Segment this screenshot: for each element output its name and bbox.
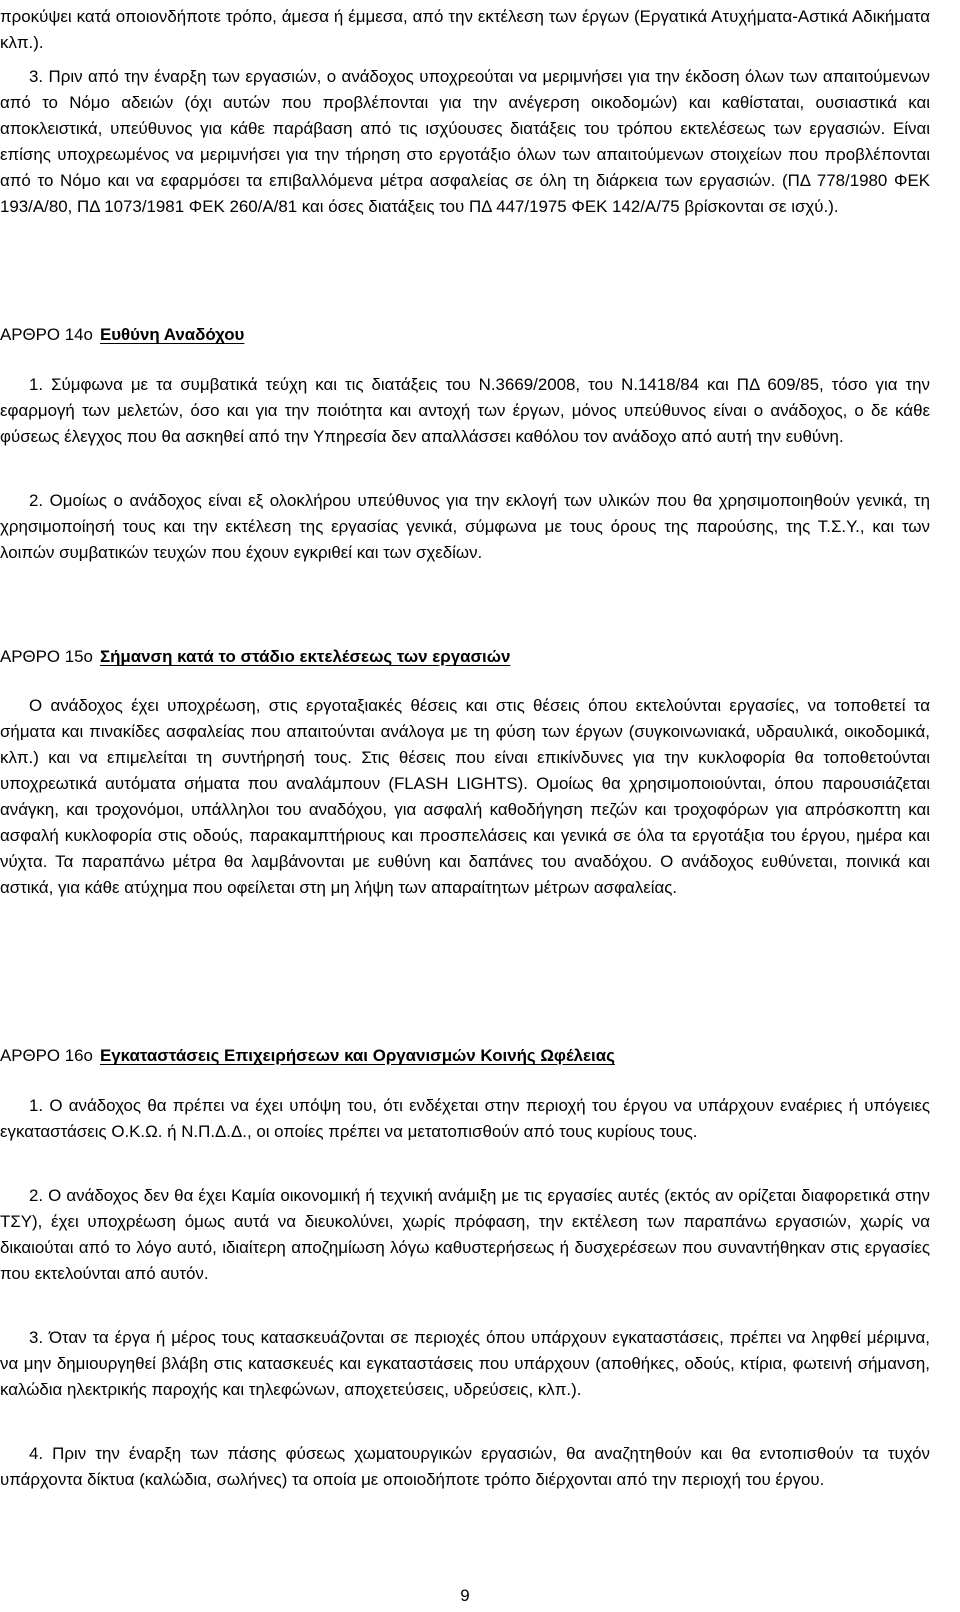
article-16-title: Εγκαταστάσεις Επιχειρήσεων και Οργανισμών Κοινής Ωφέλειας xyxy=(99,1046,615,1065)
article-16-paragraph-1: 1. Ο ανάδοχος θα πρέπει να έχει υπόψη του, ότι ενδέχεται στην περιοχή του έργου να υπάρχουν εναέριες ή υπόγειες εγκαταστάσεις Ο.Κ.Ω. ή Ν.Π.Δ.Δ., οι οποίες πρέπει να μετατοπισθούν από τους κυρίους τους. xyxy=(0,1096,930,1141)
article-15-label: ΑΡΘΡΟ 15ο xyxy=(0,647,93,666)
paragraph-3: 3. Πριν από την έναρξη των εργασιών, ο ανάδοχος υποχρεούται να μεριμνήσει για την έκδοση όλων των απαιτούμενων από το Νόμο αδειών (όχι αυτών που προβλέπονται για την ανέγερση οικοδομών) και καθίσταται, ουσιαστικά και αποκλειστικά, υπεύθυνος για κάθε παράβαση από τις ισχύουσες διατάξεις του τρόπου εκτελέσεως των εργασιών. Είναι επίσης υποχρεωμένος να μεριμνήσει για την τήρηση στο εργοτάξιο όλων των απαιτούμενων στοιχείων που προβλέπονται από το Νόμο και να εφαρμόσει τα επιβαλλόμενα μέτρα ασφαλείας σε όλη τη διάρκεια των εργασιών. (ΠΔ 778/1980 ΦΕΚ 193/Α/80, ΠΔ 1073/1981 ΦΕΚ 260/Α/81 και όσες διατάξεις του ΠΔ 447/1975 ΦΕΚ 142/Α/75 βρίσκονται σε ισχύ.). xyxy=(0,67,930,216)
article-14-paragraph-2: 2. Ομοίως ο ανάδοχος είναι εξ ολοκλήρου υπεύθυνος για την εκλογή των υλικών που θα χρησιμοποιηθούν γενικά, τη χρησιμοποίησή τους και την εκτέλεση της εργασίας γενικά, σύμφωνα με τους όρους της παρούσης, της Τ.Σ.Υ., και των λοιπών συμβατικών τευχών που έχουν εγκριθεί και των σχεδίων. xyxy=(0,491,930,562)
article-14-paragraph-1: 1. Σύμφωνα με τα συμβατικά τεύχη και τις διατάξεις του Ν.3669/2008, του Ν.1418/84 και ΠΔ 609/85, τόσο για την εφαρμογή των μελετών, όσο και για την ποιότητα και αντοχή των έργων, μόνος υπεύθυνος είναι ο ανάδοχος, ο δε κάθε φύσεως έλεγχος που θα ασκηθεί από την Υπηρεσία δεν απαλλάσσει καθόλου τον ανάδοχο από αυτή την ευθύνη. xyxy=(0,375,930,446)
article-16-paragraph-3: 3. Όταν τα έργα ή μέρος τους κατασκευάζονται σε περιοχές όπου υπάρχουν εγκαταστάσεις, πρέπει να ληφθεί μέριμνα, να μην δημιουργηθεί βλάβη στις κατασκευές και εγκαταστάσεις που υπάρχουν (αποθήκες, οδούς, κτίρια, φωτεινή σήμανση, καλώδια ηλεκτρικής παροχής και τηλεφώνων, αποχετεύσεις, υδρεύσεις, κλπ.). xyxy=(0,1328,930,1399)
article-16-paragraph-4: 4. Πριν την έναρξη των πάσης φύσεως χωματουργικών εργασιών, θα αναζητηθούν και θα εντοπισθούν τα τυχόν υπάρχοντα δίκτυα (καλώδια, σωλήνες) τα οποία με οποιοδήποτε τρόπο διέρχονται από την περιοχή του έργου. xyxy=(0,1444,930,1489)
article-14-label: ΑΡΘΡΟ 14ο xyxy=(0,325,93,344)
article-15-title: Σήμανση κατά το στάδιο εκτελέσεως των εργασιών xyxy=(99,647,511,666)
article-16-paragraph-2: 2. Ο ανάδοχος δεν θα έχει Καμία οικονομική ή τεχνική ανάμιξη με τις εργασίες αυτές (εκτός αν ορίζεται διαφορετικά στην ΤΣΥ), έχει υποχρέωση όμως αυτά να διευκολύνει, χωρίς πρόφαση, την εκτέλεση των παραπάνω εργασιών, χωρίς να δικαιούται από το λόγο αυτό, ιδιαίτερη αποζημίωση λόγω καθυστερήσεως ή δυσχερέσεων που συναντήθηκαν στις εργασίες που εκτελούνται από αυτόν. xyxy=(0,1186,930,1283)
page-number: 9 xyxy=(460,1586,470,1605)
paragraph-continuation: προκύψει κατά οποιονδήποτε τρόπο, άμεσα ή έμμεσα, από την εκτέλεση των έργων (Εργατικά Ατυχήματα-Αστικά Αδικήματα κλπ.). xyxy=(0,7,930,52)
article-15-paragraph-1: Ο ανάδοχος έχει υποχρέωση, στις εργοταξιακές θέσεις και στις θέσεις όπου εκτελούνται εργασίες, να τοποθετεί τα σήματα και πινακίδες ασφαλείας που απαιτούνται ανάλογα με τη φύση των έργων (συγκοινωνιακά, υδραυλικά, οικοδομικά, κλπ.) και να επιμελείται τη συντήρησή τους. Στις θέσεις που είναι επικίνδυνες για την κυκλοφορία θα τοποθετούνται υποχρεωτικά αυτόματα σήματα που αναλάμπουν (FLASH LIGHTS). Ομοίως θα χρησιμοποιούνται, όπου παρουσιάζεται ανάγκη, και τροχονόμοι, υπάλληλοι του αναδόχου, για ασφαλή καθοδήγηση πεζών και τροχοφόρων για απρόσκοπτη και ασφαλή κυκλοφορία στις οδούς, παρακαμπτήριους και προσπελάσεις και γενικά σε όλα τα εργοτάξια του έργου, ημέρα και νύχτα. Τα παραπάνω μέτρα θα λαμβάνονται με ευθύνη και δαπάνες του αναδόχου. Ο ανάδοχος ευθύνεται, ποινικά και αστικά, για κάθε ατύχημα που οφείλεται στη μη λήψη των απαραίτητων μέτρων ασφαλείας. xyxy=(0,696,930,897)
article-16-heading xyxy=(0,1043,615,1069)
article-14-heading xyxy=(0,322,244,348)
article-14-title: Ευθύνη Αναδόχου xyxy=(99,325,245,344)
article-15-heading xyxy=(0,644,510,670)
article-16-label: ΑΡΘΡΟ 16ο xyxy=(0,1046,93,1065)
